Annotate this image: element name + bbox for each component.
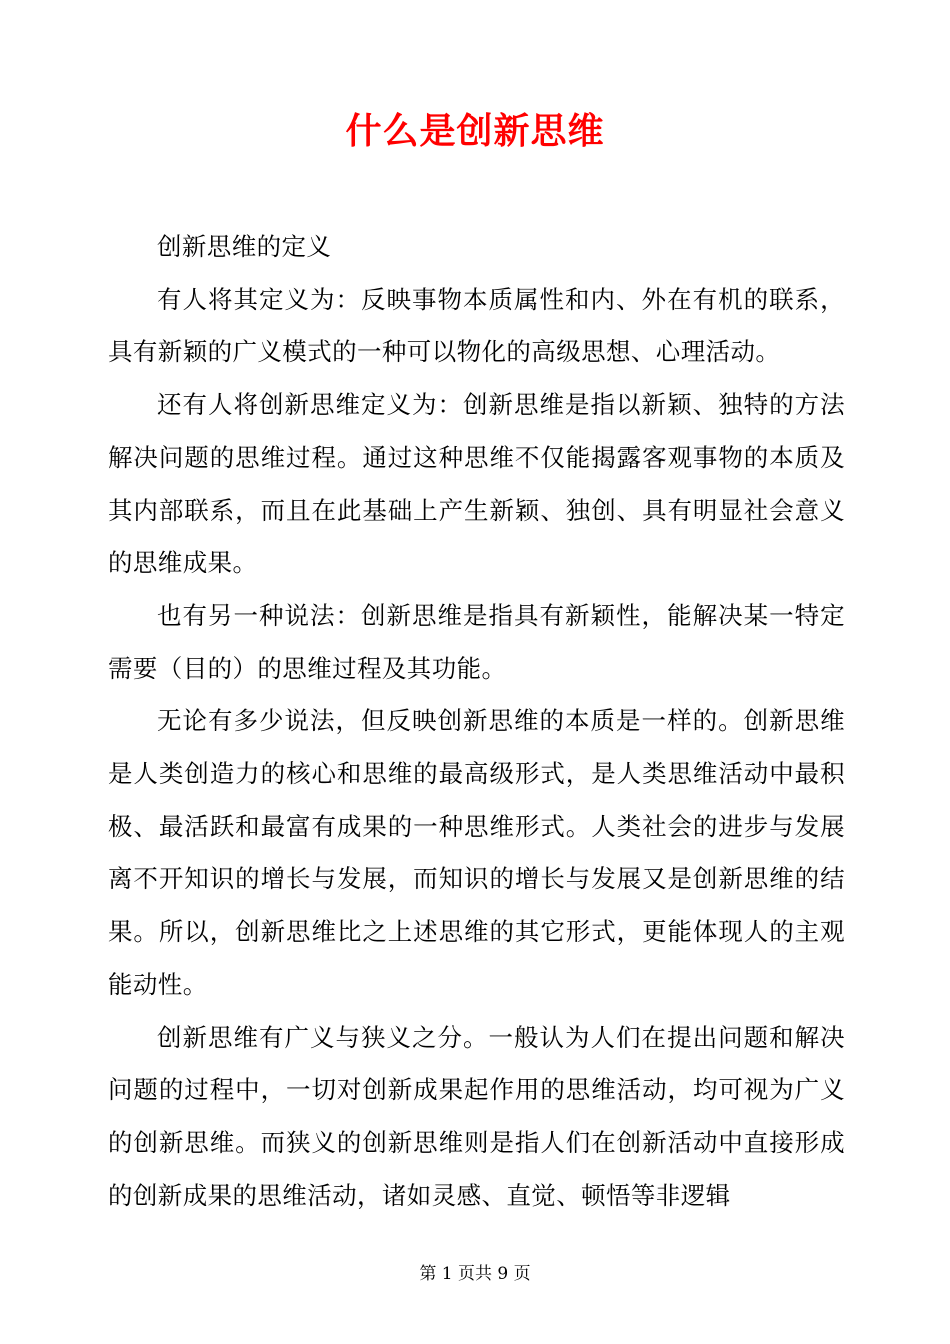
page-footer: 第 1 页共 9 页 (419, 1264, 531, 1284)
paragraph: 也有另一种说法：创新思维是指具有新颖性，能解决某一特定需要（目的）的思维过程及其功能。 (108, 600, 845, 683)
paragraph: 创新思维有广义与狭义之分。一般认为人们在提出问题和解决问题的过程中，一切对创新成果起作用的思维活动，均可视为广义的创新思维。而狭义的创新思维则是指人们在创新活动中直接形成的创新成果的思维活动，诸如灵感、直觉、顿悟等非逻辑 (108, 1022, 845, 1210)
paragraph: 无论有多少说法，但反映创新思维的本质是一样的。创新思维是人类创造力的核心和思维的最高级形式，是人类思维活动中最积极、最活跃和最富有成果的一种思维形式。人类社会的进步与发展离不开知识的增长与发展，而知识的增长与发展又是创新思维的结果。所以，创新思维比之上述思维的其它形式，更能体现人的主观能动性。 (108, 706, 845, 999)
document-body (108, 221, 845, 1222)
paragraph-definition-heading: 创新思维的定义 (157, 232, 332, 261)
paragraph: 还有人将创新思维定义为：创新思维是指以新颖、独特的方法解决问题的思维过程。通过这种思维不仅能揭露客观事物的本质及其内部联系，而且在此基础上产生新颖、独创、具有明显社会意义的思维成果。 (108, 390, 845, 578)
paragraph: 有人将其定义为：反映事物本质属性和内、外在有机的联系，具有新颖的广义模式的一种可以物化的高级思想、心理活动。 (108, 284, 845, 367)
document-title: 什么是创新思维 (345, 111, 605, 152)
